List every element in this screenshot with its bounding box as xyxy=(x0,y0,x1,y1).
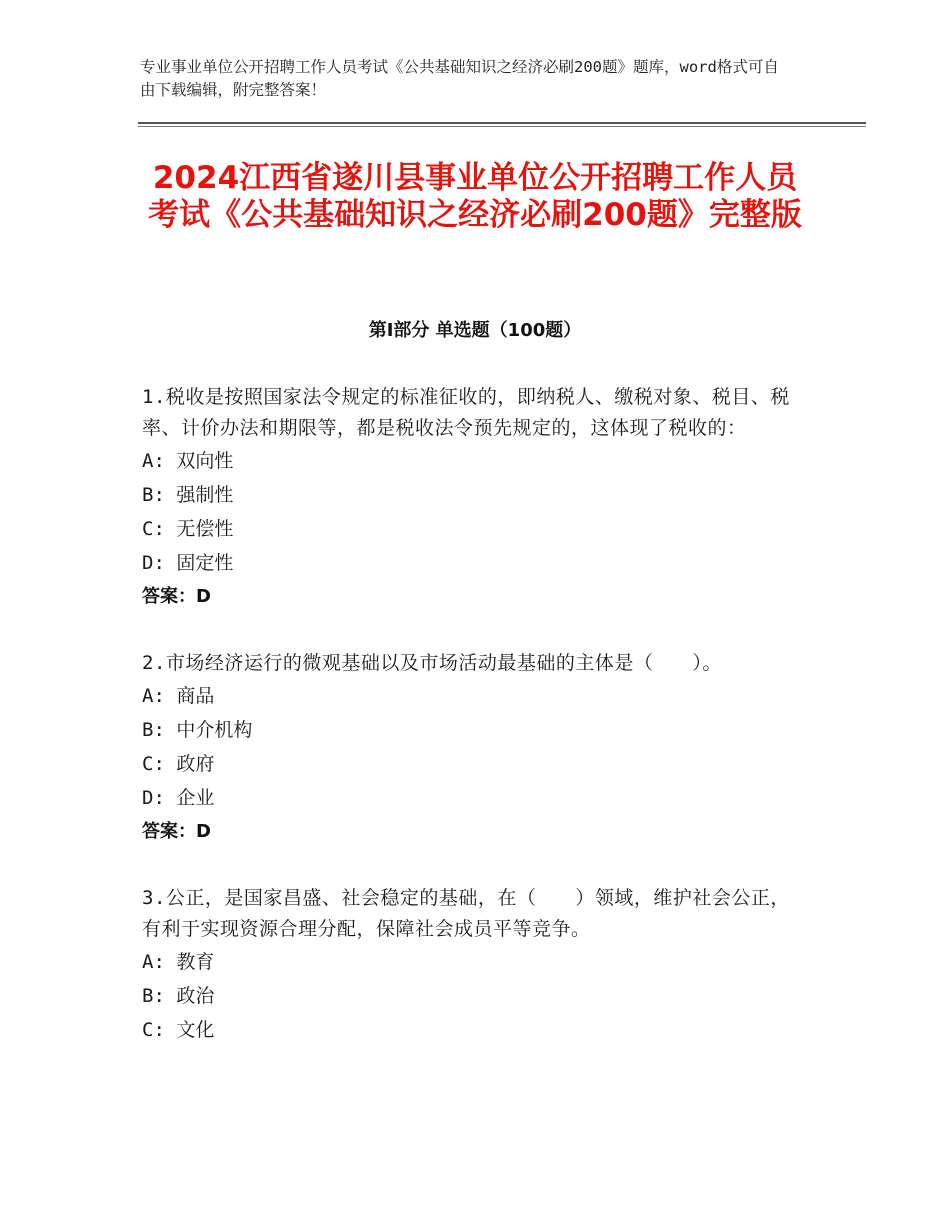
question-stem: 1.税收是按照国家法令规定的标准征收的，即纳税人、缴税对象、税目、税率、计价办法和期限等，都是税收法令预先规定的，这体现了税收的： xyxy=(142,386,790,439)
option-c: C: 无偿性 xyxy=(142,518,234,540)
question-stem: 3.公正，是国家昌盛、社会稳定的基础，在（ ）领域，维护社会公正，有利于实现资源合理分配，保障社会成员平等竞争。 xyxy=(142,887,790,940)
question-1 xyxy=(142,382,802,614)
question-2 xyxy=(142,648,802,849)
option-a: A: 教育 xyxy=(142,951,215,973)
option-a: A: 双向性 xyxy=(142,450,234,472)
option-d: D: 企业 xyxy=(142,787,215,809)
answer-line: 答案：D xyxy=(142,586,211,607)
question-stem: 2.市场经济运行的微观基础以及市场活动最基础的主体是（ ）。 xyxy=(142,652,722,674)
section-heading: 第Ⅰ部分 单选题（100题） xyxy=(368,320,582,341)
option-b: B: 中介机构 xyxy=(142,719,253,741)
answer-line: 答案：D xyxy=(142,821,211,842)
option-c: C: 政府 xyxy=(142,753,215,775)
option-c: C: 文化 xyxy=(142,1019,215,1041)
header-note: 专业事业单位公开招聘工作人员考试《公共基础知识之经济必刷200题》题库，word格式可自由下载编辑，附完整答案！ xyxy=(140,58,779,99)
question-3 xyxy=(142,883,802,1047)
option-a: A: 商品 xyxy=(142,685,215,707)
header-divider-thick xyxy=(138,122,866,124)
question-list xyxy=(142,382,802,1081)
document-title: 2024江西省遂川县事业单位公开招聘工作人员考试《公共基础知识之经济必刷200题》完整版 xyxy=(148,160,802,233)
option-b: B: 强制性 xyxy=(142,484,234,506)
header-divider-thin xyxy=(138,126,866,127)
option-b: B: 政治 xyxy=(142,985,215,1007)
option-d: D: 固定性 xyxy=(142,552,234,574)
